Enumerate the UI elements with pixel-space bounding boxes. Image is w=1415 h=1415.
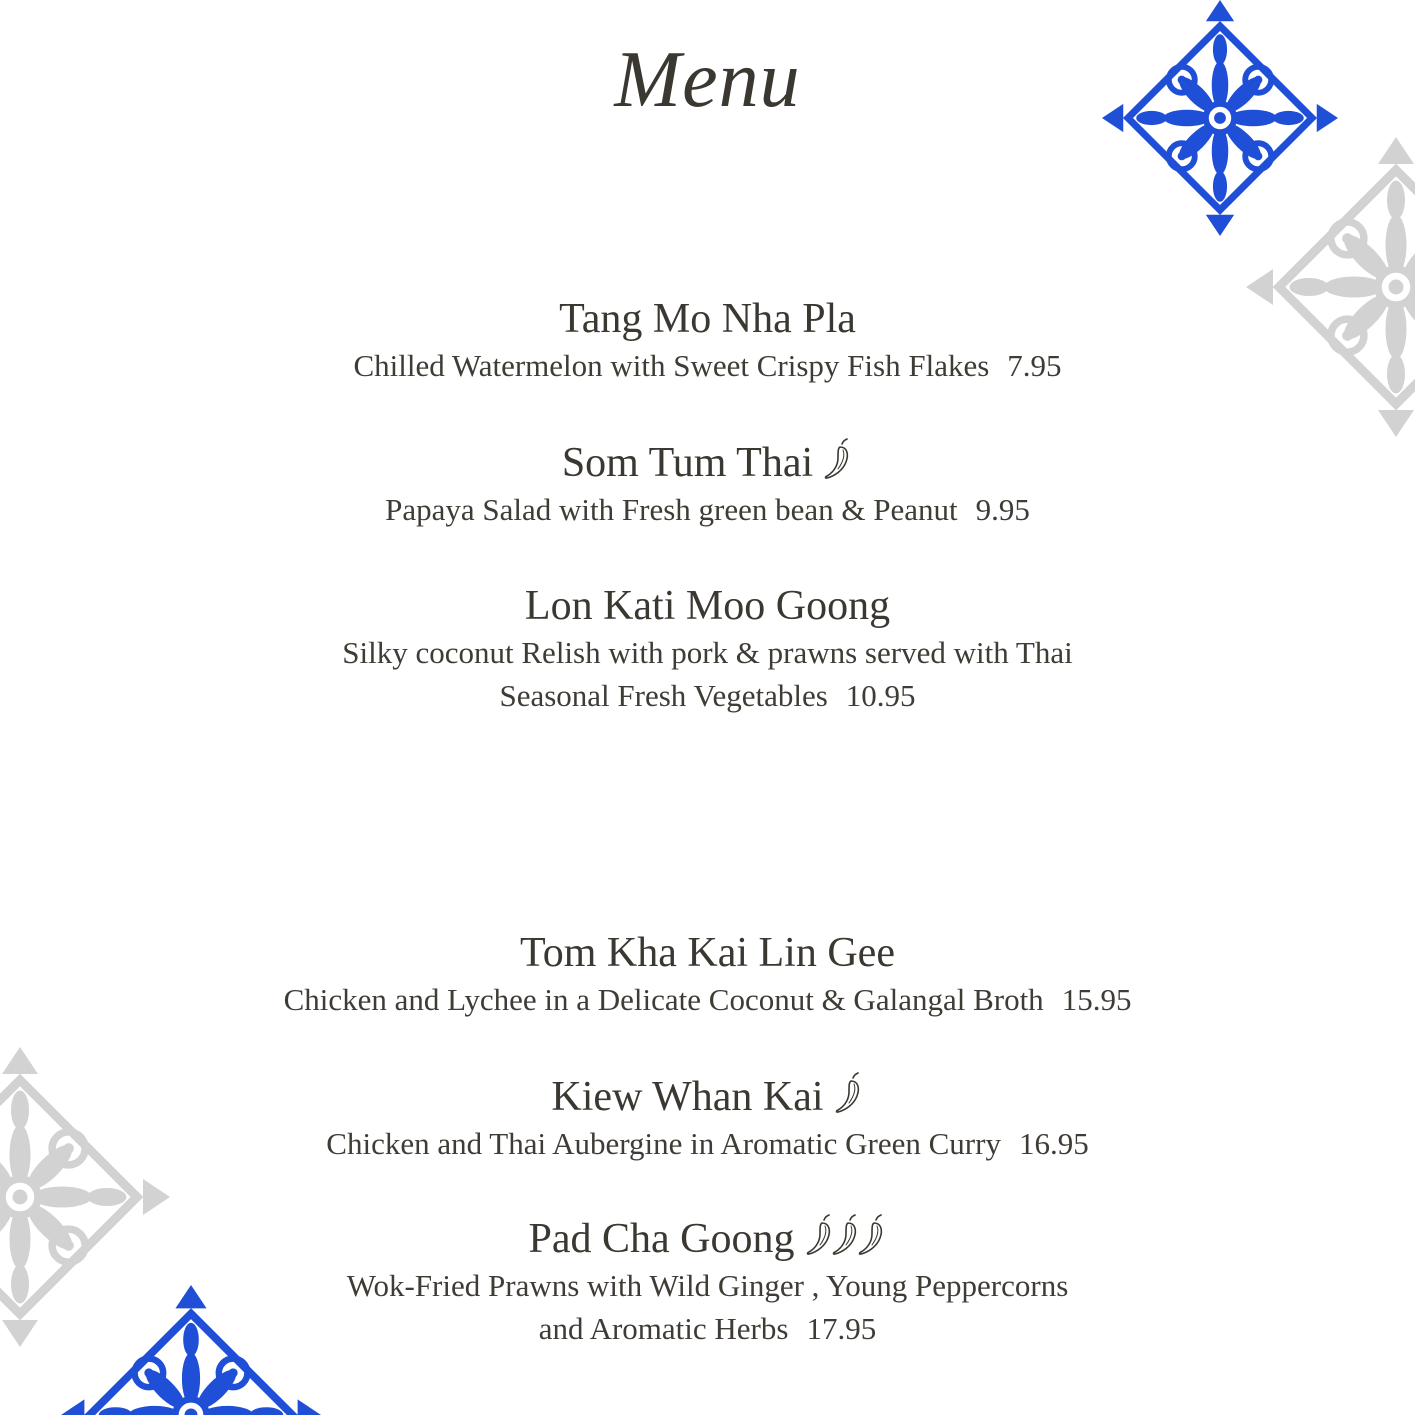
item-price: 17.95 bbox=[806, 1311, 877, 1346]
item-description: Chicken and Lychee in a Delicate Coconut & Galangal Broth bbox=[283, 982, 1044, 1017]
item-price: 16.95 bbox=[1018, 1126, 1089, 1161]
item-description: Chicken and Thai Aubergine in Aromatic Green Curry bbox=[326, 1126, 1001, 1161]
item-description: Seasonal Fresh Vegetables bbox=[499, 678, 828, 713]
chili-rating bbox=[813, 440, 853, 486]
menu-item-6 bbox=[0, 1214, 1415, 1350]
item-price: 7.95 bbox=[1007, 348, 1062, 383]
item-name: Tom Kha Kai Lin Gee bbox=[520, 930, 895, 976]
item-description: Chilled Watermelon with Sweet Crispy Fish Flakes bbox=[353, 348, 990, 383]
menu-item-1 bbox=[0, 294, 1415, 387]
chili-rating bbox=[795, 1216, 887, 1262]
menu-item-2 bbox=[0, 438, 1415, 531]
item-name: Tang Mo Nha Pla bbox=[559, 296, 856, 342]
chili-rating bbox=[824, 1074, 864, 1120]
chili-pepper-icon bbox=[834, 1072, 864, 1116]
item-price: 15.95 bbox=[1061, 982, 1132, 1017]
menu-title: Menu bbox=[614, 36, 801, 124]
menu-item-3 bbox=[0, 581, 1415, 717]
item-description: Silky coconut Relish with pork & prawns served with Thai bbox=[342, 635, 1073, 670]
item-name: Kiew Whan Kai bbox=[551, 1074, 824, 1120]
item-name: Lon Kati Moo Goong bbox=[524, 583, 891, 629]
item-name: Pad Cha Goong bbox=[528, 1216, 795, 1262]
chili-pepper-icon bbox=[857, 1214, 887, 1258]
item-price: 10.95 bbox=[845, 678, 916, 713]
item-description: Wok-Fried Prawns with Wild Ginger , Young Peppercorns bbox=[346, 1268, 1069, 1303]
item-price: 9.95 bbox=[975, 492, 1030, 527]
item-description: and Aromatic Herbs bbox=[538, 1311, 789, 1346]
menu-item-4 bbox=[0, 928, 1415, 1021]
chili-pepper-icon bbox=[823, 438, 853, 482]
item-name: Som Tum Thai bbox=[561, 440, 814, 486]
item-description: Papaya Salad with Fresh green bean & Peanut bbox=[385, 492, 958, 527]
menu-item-5 bbox=[0, 1072, 1415, 1165]
grey-damask-ornament-right bbox=[1246, 135, 1415, 440]
